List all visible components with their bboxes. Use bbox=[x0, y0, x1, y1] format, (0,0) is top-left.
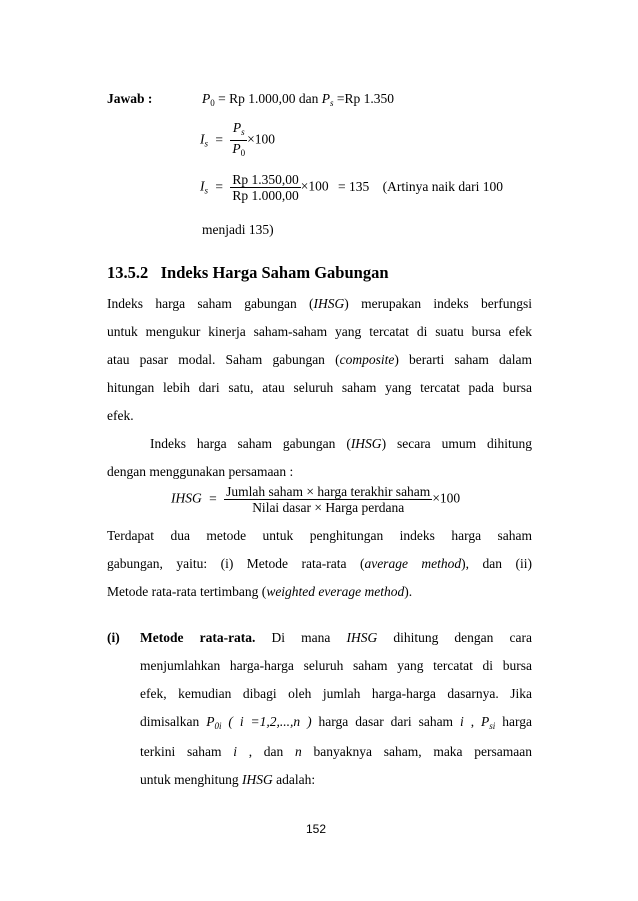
section-title: Indeks Harga Saham Gabungan bbox=[160, 263, 389, 282]
item-title: Metode rata-rata. bbox=[140, 630, 256, 645]
para1-line1: Indeks harga saham gabungan (IHSG) merupakan indeks berfungsi bbox=[107, 296, 533, 311]
index-calculation: $I_s$ = $\frac{Rp 1.350,00}{Rp 1.000,00}$ ×100 = 135 (Artinya naik dari 100 bbox=[200, 172, 503, 203]
item-line6: untuk menghitung IHSG adalah: bbox=[140, 772, 316, 787]
index-fraction: $\frac{P_s}{P_0}$ bbox=[232, 120, 246, 158]
para1-line3: atau pasar modal. Saham gabungan (composite) berarti saham dalam bbox=[107, 352, 533, 367]
para3-line1: Terdapat dua metode untuk penghitungan indeks harga saham bbox=[107, 528, 532, 543]
para3-line3: Metode rata-rata tertimbang (weighted everage method). bbox=[107, 584, 413, 599]
given-values: $P_0 = Rp$ 1.000,00 dan $P_s =Rp$ 1.350 bbox=[202, 91, 395, 108]
calculation-note: (Artinya naik dari 100 bbox=[382, 178, 503, 194]
index-formula: $I_s$ = $\frac{P_s}{P_0}$ ×100 bbox=[200, 120, 275, 161]
p0-symbol: P bbox=[202, 91, 211, 106]
calculation-note-continued: menjadi 135) bbox=[202, 222, 274, 237]
page-number: 152 bbox=[306, 822, 327, 836]
ps-symbol: P bbox=[321, 91, 330, 106]
section-number: 13.5.2 bbox=[107, 263, 149, 282]
ihsg-formula: IHSG = $\frac{\text{Jumlah saham × harga terakhir saham}}{\text{Nilai dasar × Harga perdana}}$ ×100 bbox=[171, 484, 461, 515]
para1-line5: efek. bbox=[107, 408, 134, 423]
item-line2: menjumlahkan harga-harga seluruh saham yang tercatat di bursa bbox=[140, 658, 532, 673]
para2-line2: dengan menggunakan persamaan : bbox=[107, 464, 294, 479]
answer-label: Jawab : bbox=[107, 91, 153, 106]
item-line1: Metode rata-rata. Di mana IHSG dihitung dengan cara bbox=[140, 630, 532, 645]
section-heading bbox=[107, 263, 389, 283]
item-marker: (i) bbox=[107, 630, 120, 645]
item-line4: dimisalkan $P_{0i}$ ( i =1,2,...,n ) harga dasar dari saham i , $P_{si}$ harga bbox=[140, 714, 532, 731]
para1-line4: hitungan lebih dari satu, atau seluruh saham yang tercatat pada bursa bbox=[107, 380, 532, 395]
item-line5: terkini saham i , dan n banyaknya saham, maka persamaan bbox=[140, 744, 532, 759]
para2-line1: Indeks harga saham gabungan (IHSG) secara umum dihitung bbox=[150, 436, 532, 451]
calculation-fraction: $\frac{Rp 1.350,00}{Rp 1.000,00}$ bbox=[232, 172, 299, 203]
item-line3: efek, kemudian dibagi oleh jumlah harga-harga dasarnya. Jika bbox=[140, 686, 532, 701]
ihsg-fraction: $\frac{\text{Jumlah saham × harga terakhir saham}}{\text{Nilai dasar × Harga perdana}}$ bbox=[226, 484, 431, 515]
para1-line2: untuk mengukur kinerja saham-saham yang tercatat di suatu bursa efek bbox=[107, 324, 532, 339]
para3-line2: gabungan, yaitu: (i) Metode rata-rata (average method), dan (ii) bbox=[107, 556, 532, 571]
